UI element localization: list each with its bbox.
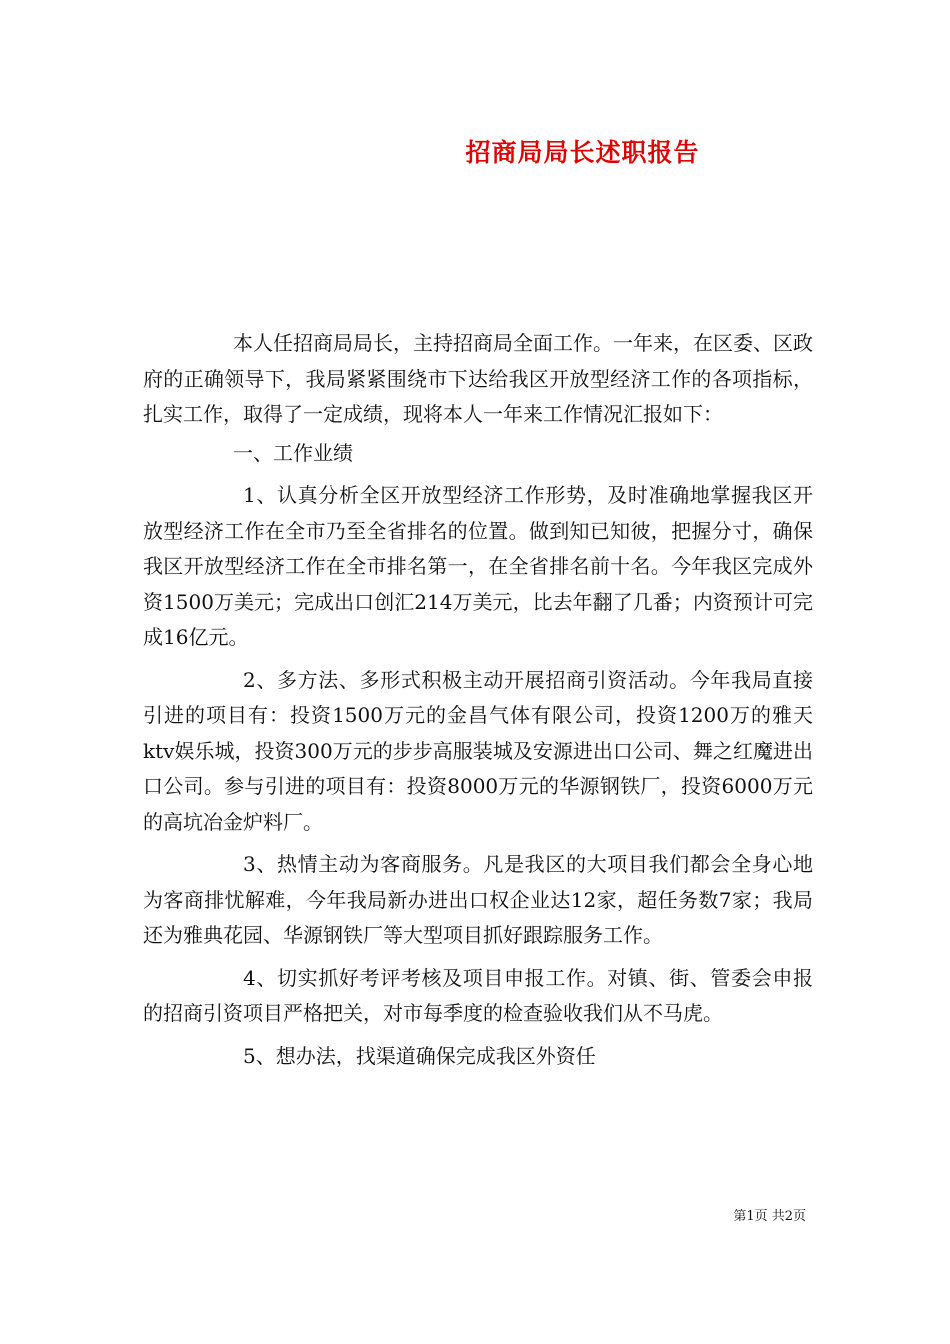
paragraph-item-1: 1、认真分析全区开放型经济工作形势，及时准确地掌握我区开放型经济工作在全市乃至全省排名的位置。做到知已知彼，把握分寸，确保我区开放型经济工作在全市排名第一，在全省排名前十名。今年我区完成外资1500万美元；完成出口创汇214万美元，比去年翻了几番；内资预计可完成16亿元。: [143, 483, 813, 649]
paragraph-item-2: 2、多方法、多形式积极主动开展招商引资活动。今年我局直接引进的项目有：投资1500万元的金昌气体有限公司，投资1200万的雅天ktv娱乐城，投资300万元的步步高服装城及安源进出口公司、舞之红魔进出口公司。参与引进的项目有：投资8000万元的华源钢铁厂，投资6000万元的高坑冶金炉料厂。: [143, 667, 813, 834]
document-body: [143, 326, 813, 1074]
paragraph-intro: 本人任招商局局长，主持招商局全面工作。一年来，在区委、区政府的正确领导下，我局紧紧围绕市下达给我区开放型经济工作的各项指标，扎实工作，取得了一定成绩，现将本人一年来工作情况汇报如下：: [143, 331, 813, 426]
section-heading: 一、工作业绩: [233, 440, 353, 465]
paragraph-item-5: 5、想办法，找渠道确保完成我区外资任: [243, 1043, 596, 1068]
page-number-footer: 第1页 共2页: [733, 1209, 806, 1224]
paragraph-item-4: 4、切实抓好考评考核及项目申报工作。对镇、街、管委会申报的招商引资项目严格把关，对市每季度的检查验收我们从不马虎。: [143, 965, 813, 1025]
paragraph-item-3: 3、热情主动为客商服务。凡是我区的大项目我们都会全身心地为客商排忧解难，今年我局新办进出口权企业达12家，超任务数7家；我局还为雅典花园、华源钢铁厂等大型项目抓好跟踪服务工作。: [143, 852, 813, 947]
document-title: 招商局局长述职报告: [465, 138, 700, 167]
